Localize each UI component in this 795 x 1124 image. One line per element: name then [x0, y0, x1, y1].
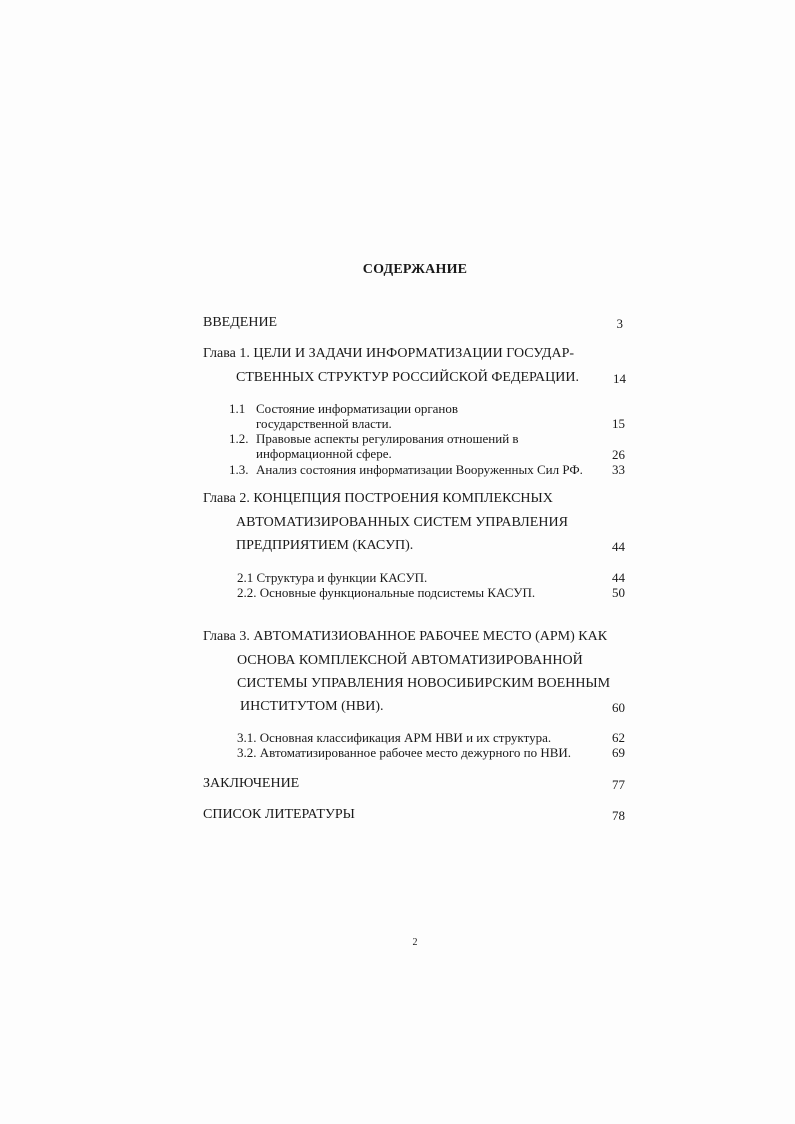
toc-chapter2-line3: ПРЕДПРИЯТИЕМ (КАСУП). — [236, 538, 414, 553]
toc-s3-1-page: 62 — [612, 730, 625, 745]
toc-chapter2-line1: Глава 2. КОНЦЕПЦИЯ ПОСТРОЕНИЯ КОМПЛЕКСНЫХ — [203, 491, 553, 506]
toc-chapter1-line2: СТВЕННЫХ СТРУКТУР РОССИЙСКОЙ ФЕДЕРАЦИИ. — [236, 370, 579, 385]
toc-intro-page: 3 — [616, 316, 623, 331]
toc-s1-1-line1: Состояние информатизации органов — [256, 401, 459, 416]
toc-s1-3-page: 33 — [612, 462, 625, 477]
toc-s1-2-num: 1.2. — [229, 431, 249, 446]
toc-s2-2-page: 50 — [612, 585, 625, 600]
toc-references-label: СПИСОК ЛИТЕРАТУРЫ — [203, 807, 355, 822]
toc-chapter3-line2: ОСНОВА КОМПЛЕКСНОЙ АВТОМАТИЗИРОВАННОЙ — [237, 653, 583, 668]
toc-s1-3-line1: Анализ состояния информатизации Вооруженных Сил РФ. — [256, 462, 583, 477]
toc-chapter3-line1: Глава 3. АВТОМАТИЗИОВАННОЕ РАБОЧЕЕ МЕСТО (АРМ) КАК — [203, 629, 608, 644]
toc-s1-2-line1: Правовые аспекты регулирования отношений в — [256, 431, 519, 446]
toc-s1-1-num: 1.1 — [229, 401, 246, 416]
toc-s1-1-page: 15 — [612, 416, 625, 431]
toc-s2-1: 2.1 Структура и функции КАСУП. — [237, 570, 428, 585]
toc-conclusion-page: 77 — [612, 777, 625, 792]
toc-conclusion-label: ЗАКЛЮЧЕНИЕ — [203, 776, 300, 791]
toc-chapter3-page: 60 — [612, 700, 625, 715]
toc-s3-2: 3.2. Автоматизированное рабочее место дежурного по НВИ. — [237, 745, 572, 760]
toc-s3-1: 3.1. Основная классификация АРМ НВИ и их структура. — [237, 730, 552, 745]
toc-chapter1-line1: Глава 1. ЦЕЛИ И ЗАДАЧИ ИНФОРМАТИЗАЦИИ ГОСУДАР- — [203, 346, 575, 361]
toc-s3-2-page: 69 — [612, 745, 625, 760]
toc-references-page: 78 — [612, 808, 625, 823]
toc-intro-label: ВВЕДЕНИЕ — [203, 315, 278, 330]
toc-s1-2-page: 26 — [612, 447, 625, 462]
toc-chapter1-page: 14 — [613, 371, 626, 386]
toc-title: СОДЕРЖАНИЕ — [362, 262, 468, 277]
toc-s1-1-line2: государственной власти. — [256, 416, 392, 431]
toc-s2-1-page: 44 — [612, 570, 625, 585]
toc-s1-3-num: 1.3. — [229, 462, 249, 477]
toc-chapter2-line2: АВТОМАТИЗИРОВАННЫХ СИСТЕМ УПРАВЛЕНИЯ — [236, 515, 568, 530]
toc-s2-2: 2.2. Основные функциональные подсистемы КАСУП. — [237, 585, 536, 600]
toc-chapter2-page: 44 — [612, 539, 625, 554]
toc-chapter3-line3: СИСТЕМЫ УПРАВЛЕНИЯ НОВОСИБИРСКИМ ВОЕННЫМ — [237, 676, 611, 691]
page-number: 2 — [412, 937, 418, 948]
toc-s1-2-line2: информационной сфере. — [256, 446, 392, 461]
toc-chapter3-line4: ИНСТИТУТОМ (НВИ). — [240, 699, 384, 714]
